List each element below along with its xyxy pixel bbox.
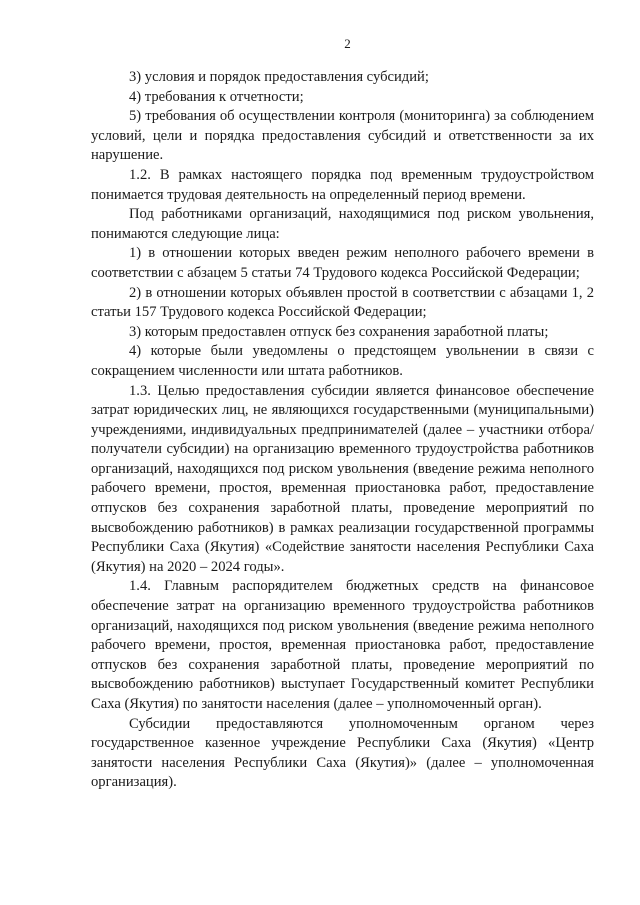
paragraph-subsidies: Субсидии предоставляются уполномоченным органом через государственное казенное учреждение Республики Саха (Якутия) «Центр занятости населения Республики Саха (Якутия)» (далее – уполномоченная организация). bbox=[91, 715, 594, 791]
paragraph-list-item-4: 4) которые были уведомлены о предстоящем увольнении в связи с сокращением численности или штата работников. bbox=[91, 343, 594, 379]
paragraph-workers-definition: Под работниками организаций, находящимися под риском увольнения, понимаются следующие лица: bbox=[91, 206, 594, 242]
paragraph-list-item-2: 2) в отношении которых объявлен простой в соответствии с абзацами 1, 2 статьи 157 Трудового кодекса Российской Федерации; bbox=[91, 284, 594, 321]
paragraph-list-item-1: 1) в отношении которых введен режим неполного рабочего времени в соответствии с абзацем 5 статьи 74 Трудового кодекса Российской Федерации; bbox=[91, 245, 594, 281]
paragraph-item-3: 3) условия и порядок предоставления субсидий; bbox=[129, 69, 429, 85]
paragraph-list-item-3: 3) которым предоставлен отпуск без сохранения заработной платы; bbox=[129, 323, 549, 340]
page-number: 2 bbox=[344, 36, 351, 51]
paragraph-item-4: 4) требования к отчетности; bbox=[129, 88, 304, 105]
paragraph-section-1-2: 1.2. В рамках настоящего порядка под временным трудоустройством понимается трудовая деятельность на определенный период времени. bbox=[91, 166, 594, 203]
paragraph-section-1-3: 1.3. Целью предоставления субсидии является финансовое обеспечение затрат юридических лиц, не являющихся государственными (муниципальными) учреждениями, индивидуальных предпринимателей (далее – участники отбора/получатели субсидии) на организацию временного трудоустройства работников организаций, находящихся под риском увольнения (введение режима неполного рабочего времени, простоя, временная приостановка работ, предоставление отпусков без сохранения заработной платы, проведение мероприятий по высвобождению работников) в рамках реализации государственной программы Республики Саха (Якутия) «Содействие занятости населения Республики Саха (Якутия) на 2020 – 2024 годы». bbox=[91, 382, 594, 575]
paragraph-item-5: 5) требования об осуществлении контроля (мониторинга) за соблюдением условий, цели и порядка предоставления субсидий и ответственности за их нарушение. bbox=[91, 108, 594, 164]
paragraph-section-1-4: 1.4. Главным распорядителем бюджетных средств на финансовое обеспечение затрат на организацию временного трудоустройства работников организаций, находящихся под риском увольнения (введение режима неполного рабочего времени, простоя, временная приостановка работ, предоставление отпусков без сохранения заработной платы, проведение мероприятий по высвобождению работников) выступает Государственный комитет Республики Саха (Якутия) по занятости населения (далее – уполномоченный орган). bbox=[91, 578, 594, 712]
